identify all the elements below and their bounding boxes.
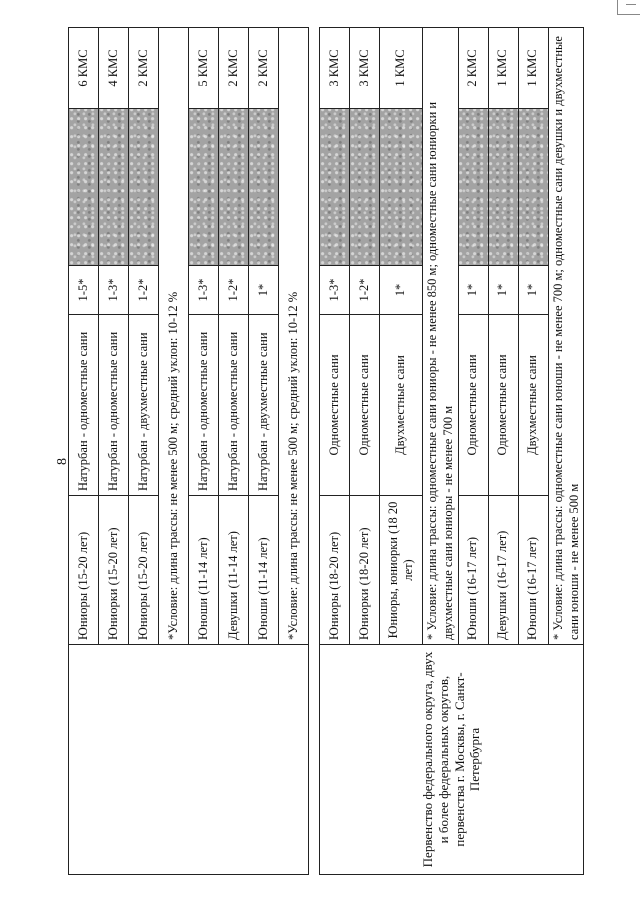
- rank-cell: 2 КМС: [219, 28, 249, 109]
- discipline-cell: Натурбан - одноместные сани: [189, 315, 219, 496]
- rank-cell: 3 КМС: [350, 28, 380, 109]
- shaded-cell: [129, 109, 159, 266]
- rank-cell: 3 КМС: [320, 28, 350, 109]
- discipline-cell: Натурбан - одноместные сани: [99, 315, 129, 496]
- discipline-cell: Двухместные сани: [518, 315, 548, 496]
- discipline-cell: Натурбан - одноместные сани: [69, 315, 99, 496]
- shaded-cell: [488, 109, 518, 266]
- separator-cell: [309, 28, 320, 875]
- shaded-cell: [518, 109, 548, 266]
- quantity-cell: 1-2*: [129, 266, 159, 315]
- discipline-cell: Двухместные сани: [380, 315, 423, 496]
- quantity-cell: 1-3*: [189, 266, 219, 315]
- shaded-cell: [69, 109, 99, 266]
- shaded-cell: [249, 109, 279, 266]
- shaded-cell: [320, 109, 350, 266]
- rank-cell: 2 КМС: [129, 28, 159, 109]
- shaded-cell: [219, 109, 249, 266]
- rank-cell: 6 КМС: [69, 28, 99, 109]
- age-group-cell: Юниоры (15-20 лет): [69, 496, 99, 645]
- table-row: [69, 28, 99, 875]
- age-group-cell: Девушки (11-14 лет): [219, 496, 249, 645]
- track-condition-note: *Условие: длина трассы: не менее 500 м; средний уклон: 10-12 %: [279, 28, 309, 645]
- rank-cell: 4 КМС: [99, 28, 129, 109]
- discipline-cell: Натурбан - двухместные сани: [249, 315, 279, 496]
- discipline-cell: Одноместные сани: [458, 315, 488, 496]
- table-row: [320, 28, 350, 875]
- quantity-cell: 1*: [518, 266, 548, 315]
- track-condition-note: * Условие: длина трассы: одноместные сани юниоры - не менее 850 м; одноместные сани юниорки и двухместные сани юниоры - не менее 700 м: [423, 28, 459, 645]
- quantity-cell: 1-3*: [320, 266, 350, 315]
- age-group-cell: Юниоры (18-20 лет): [320, 496, 350, 645]
- rank-cell: 2 КМС: [249, 28, 279, 109]
- quantity-cell: 1*: [380, 266, 423, 315]
- quantity-cell: 1*: [249, 266, 279, 315]
- shaded-cell: [189, 109, 219, 266]
- age-group-cell: Юноши (11-14 лет): [189, 496, 219, 645]
- rank-cell: 1 КМС: [488, 28, 518, 109]
- age-group-cell: Девушки (16-17 лет): [488, 496, 518, 645]
- quantity-cell: 1*: [488, 266, 518, 315]
- rank-cell: 1 КМС: [380, 28, 423, 109]
- shaded-cell: [99, 109, 129, 266]
- discipline-cell: Одноместные сани: [320, 315, 350, 496]
- discipline-cell: Одноместные сани: [488, 315, 518, 496]
- age-group-cell: Юноши (11-14 лет): [249, 496, 279, 645]
- quantity-cell: 1-2*: [219, 266, 249, 315]
- quantity-cell: 1*: [458, 266, 488, 315]
- track-condition-note: *Условие: длина трассы: не менее 500 м; средний уклон: 10-12 %: [159, 28, 189, 645]
- discipline-cell: Натурбан - двухместные сани: [129, 315, 159, 496]
- competition-level-cell: Первенство федерального округа, двух и более федеральных округов, первенства г. Москвы, г. Санкт-Петербурга: [320, 645, 584, 875]
- discipline-cell: Натурбан - одноместные сани: [219, 315, 249, 496]
- rank-cell: 5 КМС: [189, 28, 219, 109]
- quantity-cell: 1-2*: [350, 266, 380, 315]
- rank-cell: 2 КМС: [458, 28, 488, 109]
- quantity-cell: 1-3*: [99, 266, 129, 315]
- rank-cell: 1 КМС: [518, 28, 548, 109]
- region-cell-empty: [69, 645, 309, 875]
- quantity-cell: 1-5*: [69, 266, 99, 315]
- discipline-cell: Одноместные сани: [350, 315, 380, 496]
- age-group-cell: Юноши (16-17 лет): [458, 496, 488, 645]
- age-group-cell: Юноши (16-17 лет): [518, 496, 548, 645]
- shaded-cell: [458, 109, 488, 266]
- shaded-cell: [380, 109, 423, 266]
- age-group-cell: Юниоры (15-20 лет): [129, 496, 159, 645]
- shaded-cell: [350, 109, 380, 266]
- page-number: 8: [55, 458, 70, 465]
- age-group-cell: Юниоры, юниорки (18 20 лет): [380, 496, 423, 645]
- separator-row: [309, 28, 320, 875]
- track-condition-note: * Условие: длина трассы: одноместные сани юноши - не менее 700 м; одноместные сани девушки и двухместные сани юноши - не менее 500 м: [548, 28, 584, 645]
- qualification-table: [68, 27, 584, 875]
- age-group-cell: Юниорки (15-20 лет): [99, 496, 129, 645]
- age-group-cell: Юниорки (18-20 лет): [350, 496, 380, 645]
